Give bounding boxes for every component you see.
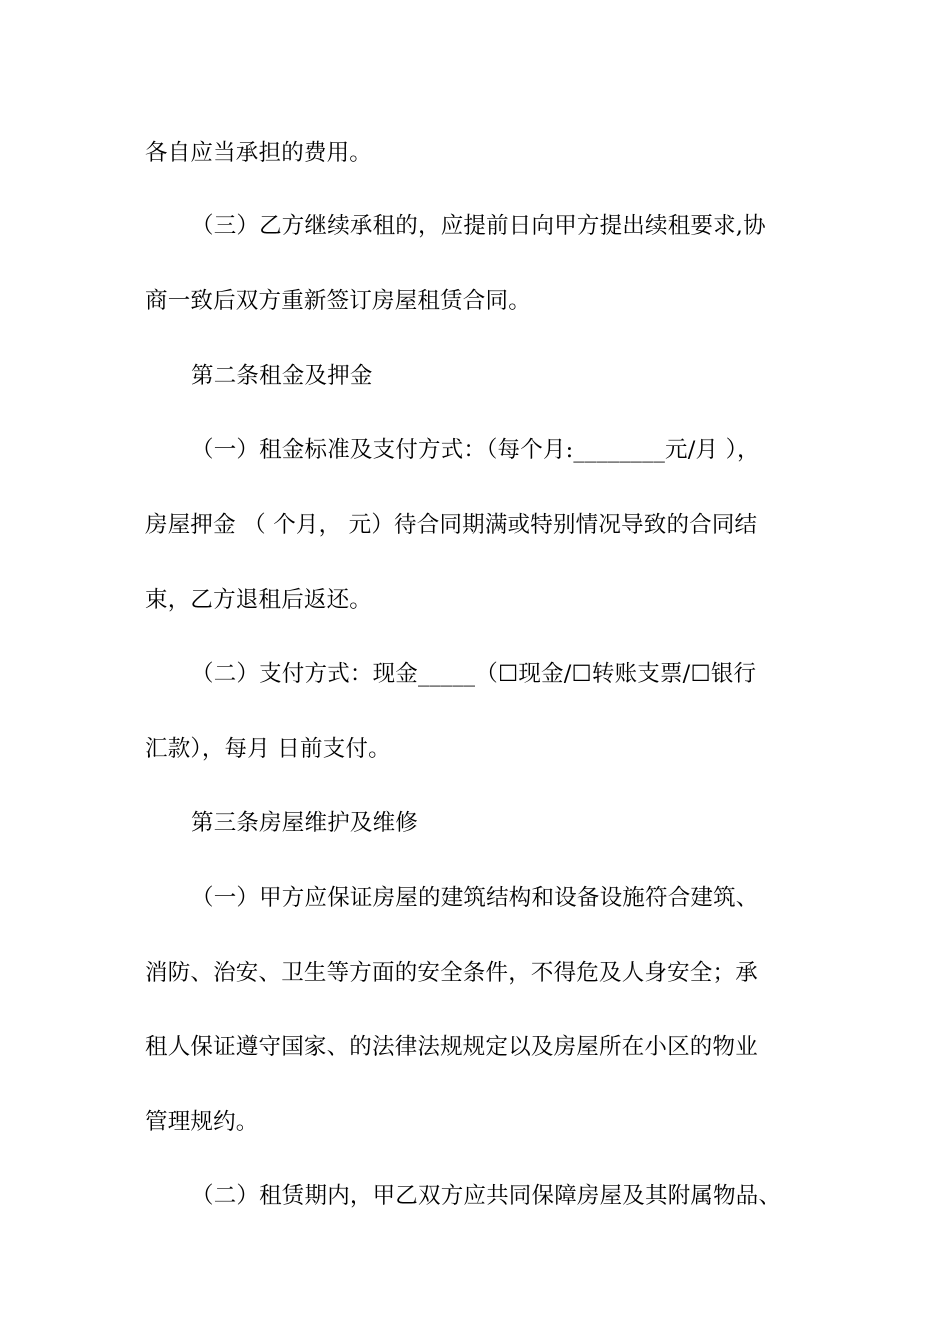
clause-paragraph: （一）租金标准及支付方式：（每个月:________元/月 ）， [191,437,760,463]
clause-paragraph: （二）租赁期内，甲乙双方应共同保障房屋及其附属物品、 [191,1183,782,1209]
text-line: 房屋押金 （ 个月， 元）待合同期满或特别情况导致的合同结 [145,512,758,538]
text-line: 各自应当承担的费用。 [145,140,373,166]
text-line: 汇款），每月 日前支付。 [145,736,391,762]
text-line: 消防、治安、卫生等方面的安全条件，不得危及人身安全；承 [145,960,758,986]
clause-paragraph: （一）甲方应保证房屋的建筑结构和设备设施符合建筑、 [191,885,759,911]
text-line: 商一致后双方重新签订房屋租赁合同。 [145,288,531,314]
clause-paragraph: （三）乙方继续承租的，应提前日向甲方提出续租要求,协 [191,213,766,239]
clause-paragraph: （二）支付方式：现金_____（☐现金/☐转账支票/☐银行 [191,661,757,687]
article-heading: 第三条房屋维护及维修 [191,810,419,836]
text-line: 束，乙方退租后返还。 [145,587,373,613]
article-heading: 第二条租金及押金 [191,363,373,389]
text-line: 管理规约。 [145,1109,259,1135]
text-line: 租人保证遵守国家、的法律法规规定以及房屋所在小区的物业 [145,1034,758,1060]
